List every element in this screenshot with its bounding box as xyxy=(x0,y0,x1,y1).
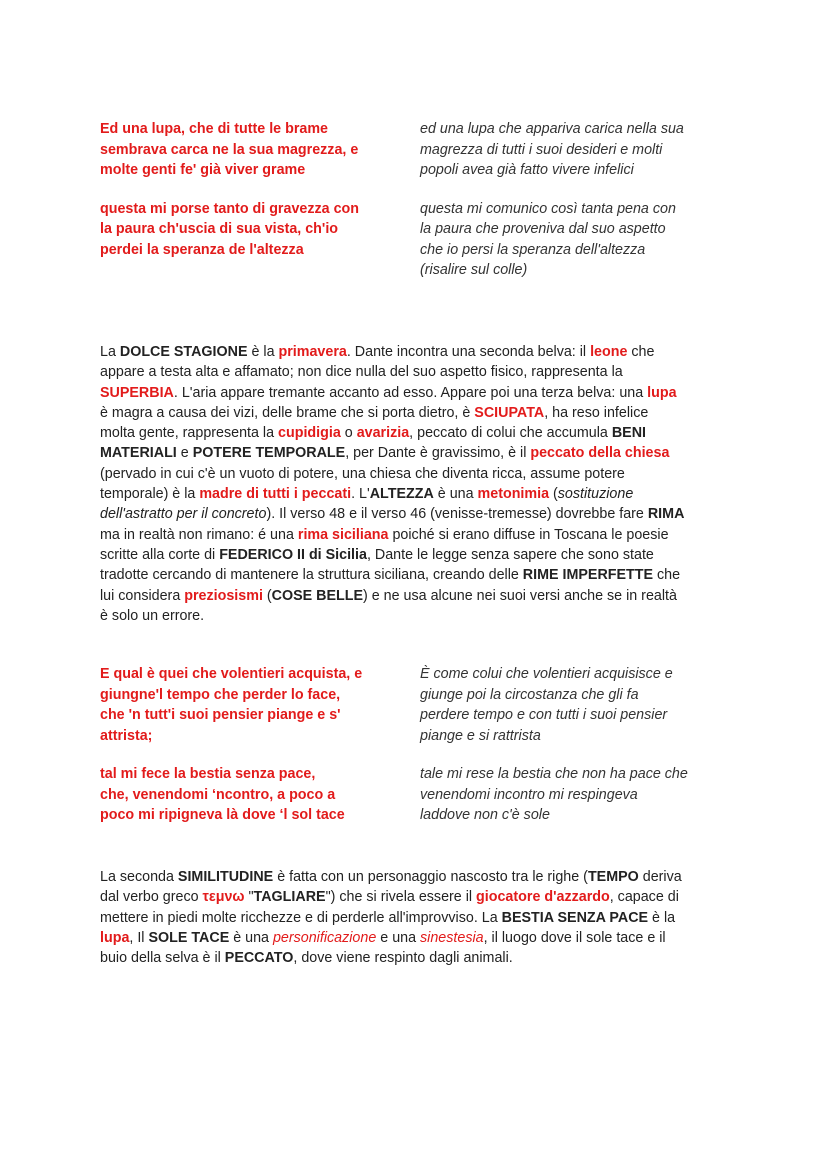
text-run: che xyxy=(627,344,655,360)
verse-table-1 xyxy=(100,119,740,299)
text-run: . L'aria appare tremante accanto ad esso. Appare poi una terza belva: una xyxy=(173,384,648,401)
verse-line: venendomi incontro mi respingeva xyxy=(420,786,638,803)
verse-line: tale mi rese la bestia che non ha pace che xyxy=(420,766,688,782)
text-run: La xyxy=(100,344,120,360)
original-verse xyxy=(100,119,420,181)
bold-term: ALTEZZA xyxy=(369,486,434,503)
highlighted-term: leone xyxy=(590,344,628,360)
text-run: lui considera xyxy=(100,587,185,604)
verse-line: questa mi comunico così tanta pena con xyxy=(420,200,676,217)
verse-line: poco mi ripigneva là dove ‘l sol tace xyxy=(100,807,345,823)
verse-line: tal mi fece la bestia senza pace, xyxy=(100,766,316,782)
paraphrase-verse xyxy=(420,119,740,181)
text-run: . Dante incontra una seconda belva: il xyxy=(346,344,591,360)
highlighted-term: primavera xyxy=(278,344,347,360)
highlighted-term: SCIUPATA xyxy=(474,404,545,421)
highlighted-term: τεμνω xyxy=(202,889,245,906)
text-run: deriva xyxy=(638,869,682,885)
bold-term: RIME IMPERFETTE xyxy=(522,567,654,584)
highlighted-term: rima siciliana xyxy=(297,526,389,543)
original-verse xyxy=(100,664,420,746)
bold-term: SOLE TACE xyxy=(148,929,230,946)
verse-line: giunge poi la circostanza che gli fa xyxy=(420,686,639,703)
bold-term: PECCATO xyxy=(224,950,294,967)
text-run: ) e ne usa alcune nei suoi versi anche se in realtà xyxy=(363,587,677,604)
verse-line: magrezza di tutti i suoi desideri e molti xyxy=(420,141,663,158)
paraphrase-verse xyxy=(420,664,740,746)
highlighted-term: peccato della chiesa xyxy=(530,445,670,462)
text-run: mettere in piedi molte ricchezze e di perderle all'improvviso. La xyxy=(100,909,502,926)
verse-line: perdei la speranza de l'altezza xyxy=(100,241,304,258)
paraphrase-verse xyxy=(420,199,740,281)
text-run: , per Dante è gravissimo, è il xyxy=(345,445,531,462)
verse-line: sembrava carca ne la sua magrezza, e xyxy=(100,141,359,158)
text-run: e una xyxy=(376,929,421,946)
italic-text: dell'astratto per il concreto xyxy=(100,506,267,523)
verse-line: È come colui che volentieri acquisisce e xyxy=(420,666,673,682)
verse-table-2 xyxy=(100,664,740,844)
text-run: ( xyxy=(549,486,558,503)
italic-text: sostituzione xyxy=(557,486,634,503)
stanza xyxy=(100,199,740,281)
highlighted-term: lupa xyxy=(100,929,130,946)
verse-line: questa mi porse tanto di gravezza con xyxy=(100,200,359,217)
text-run: tradotte cercando di mantenere la struttura siciliana, creando delle xyxy=(100,567,523,584)
verse-line: popoli avea già fatto vivere infelici xyxy=(420,162,634,178)
verse-line: ed una lupa che appariva carica nella sua xyxy=(420,121,684,137)
bold-term: MATERIALI xyxy=(100,445,177,462)
verse-line: (risalire sul colle) xyxy=(420,262,528,278)
highlighted-term: lupa xyxy=(647,384,677,401)
text-run: dal verbo greco xyxy=(100,889,203,906)
verse-line: che io persi la speranza dell'altezza xyxy=(420,241,646,258)
verse-line: perdere tempo e con tutti i suoi pensier xyxy=(420,707,668,723)
verse-line: la paura ch'uscia di sua vista, ch'io xyxy=(100,221,339,237)
text-run: o xyxy=(340,425,357,442)
verse-line: E qual è quei che volentieri acquista, e xyxy=(100,666,363,682)
bold-term: DOLCE STAGIONE xyxy=(119,344,248,360)
bold-term: FEDERICO II di Sicilia xyxy=(219,546,367,563)
verse-line: molte genti fe' già viver grame xyxy=(100,162,306,178)
verse-line: attrista; xyxy=(100,727,153,744)
text-run: (pervado in cui c'è un vuoto di potere, una chiesa che diventa ricca, assume potere xyxy=(100,465,625,482)
highlighted-term: preziosismi xyxy=(184,587,263,604)
stanza xyxy=(100,664,740,746)
verse-line: la paura che proveniva dal suo aspetto xyxy=(420,221,666,237)
verse-line: Ed una lupa, che di tutte le brame xyxy=(100,121,328,137)
text-run: poiché si erano diffuse in Toscana le poesie xyxy=(388,526,669,543)
bold-term: SIMILITUDINE xyxy=(177,869,274,885)
text-run: , Dante le legge senza sapere che sono state xyxy=(366,546,654,563)
text-run: è una xyxy=(229,929,273,946)
text-run: " xyxy=(244,889,254,906)
text-run: appare a testa alta e affamato; non dice nulla del suo aspetto fisico, rappresenta la xyxy=(100,364,623,381)
verse-line: giungne'l tempo che perder lo face, xyxy=(100,686,341,703)
text-run: è solo un errore. xyxy=(100,607,205,624)
text-run: . L' xyxy=(351,486,370,503)
text-run: che xyxy=(653,567,681,584)
highlighted-italic-term: personificazione xyxy=(272,929,377,946)
text-run: La seconda xyxy=(100,869,178,885)
highlighted-term: metonimia xyxy=(477,486,550,503)
commentary-paragraph-1 xyxy=(100,342,735,626)
original-verse xyxy=(100,199,420,281)
text-run: e xyxy=(176,445,193,462)
highlighted-term: madre di tutti i peccati xyxy=(199,486,352,503)
text-run: temporale) è la xyxy=(100,486,200,503)
text-run: è una xyxy=(433,486,478,503)
text-run: molta gente, rappresenta la xyxy=(100,425,279,442)
text-run: , capace di xyxy=(609,889,679,906)
highlighted-term: cupidigia xyxy=(278,425,341,442)
highlighted-term: SUPERBIA xyxy=(100,384,174,401)
text-run: scritte alla corte di xyxy=(100,546,220,563)
bold-term: TAGLIARE xyxy=(253,889,326,906)
bold-term: POTERE TEMPORALE xyxy=(192,445,346,462)
text-run: ma in realtà non rimano: é una xyxy=(100,526,298,543)
verse-line: che 'n tutt'i suoi pensier piange e s' xyxy=(100,707,341,723)
text-run: buio della selva è il xyxy=(100,950,225,967)
bold-term: BESTIA SENZA PACE xyxy=(501,909,649,926)
text-run: ( xyxy=(262,587,272,604)
bold-term: RIMA xyxy=(647,506,685,523)
bold-term: TEMPO xyxy=(587,869,639,885)
verse-line: piange e si rattrista xyxy=(420,727,541,744)
bold-term: BENI xyxy=(611,425,646,442)
text-run: è fatta con un personaggio nascosto tra le righe ( xyxy=(273,869,588,885)
text-run: ") che si rivela essere il xyxy=(325,889,477,906)
text-run: , il luogo dove il sole tace e il xyxy=(483,929,666,946)
highlighted-term: avarizia xyxy=(356,425,410,442)
text-run: è la xyxy=(247,344,279,360)
text-run: , dove viene respinto dagli animali. xyxy=(293,950,513,967)
stanza xyxy=(100,764,740,826)
text-run: , Il xyxy=(129,929,149,946)
text-run: , peccato di colui che accumula xyxy=(409,425,612,442)
commentary-paragraph-2 xyxy=(100,867,735,968)
stanza xyxy=(100,119,740,181)
verse-line: che, venendomi ‘ncontro, a poco a xyxy=(100,786,336,803)
text-run: è la xyxy=(648,909,676,926)
original-verse xyxy=(100,764,420,826)
highlighted-term: giocatore d'azzardo xyxy=(476,889,610,906)
highlighted-italic-term: sinestesia xyxy=(420,929,484,946)
bold-term: COSE BELLE xyxy=(271,587,364,604)
text-run: , ha reso infelice xyxy=(544,404,649,421)
verse-line: laddove non c'è sole xyxy=(420,807,550,823)
text-run: è magra a causa dei vizi, delle brame che si porta dietro, è xyxy=(100,404,475,421)
paraphrase-verse xyxy=(420,764,740,826)
text-run: ). Il verso 48 e il verso 46 (venisse-tremesse) dovrebbe fare xyxy=(266,506,648,523)
